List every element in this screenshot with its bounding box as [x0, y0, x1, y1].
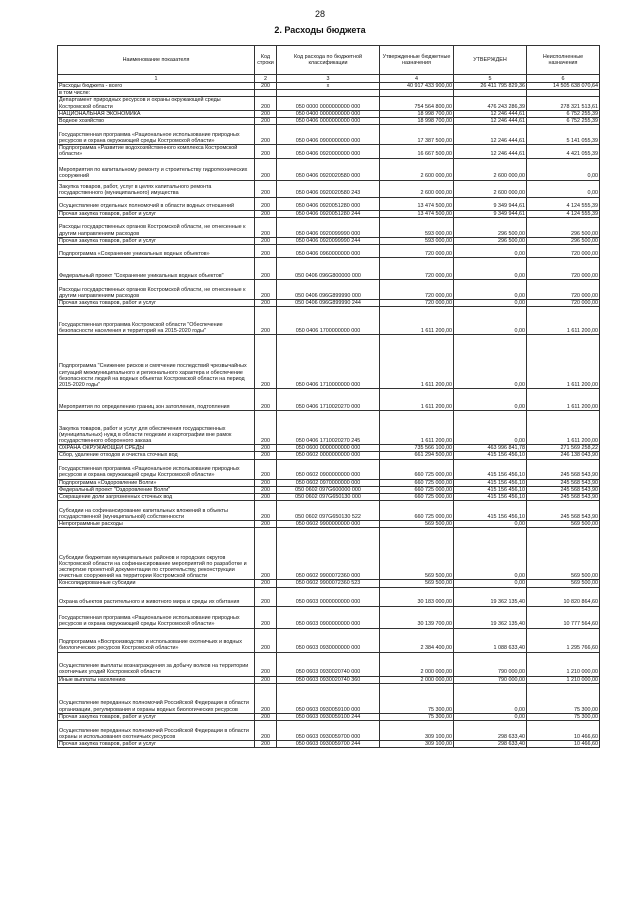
row-approved-cell: 1 611 200,00	[380, 411, 454, 445]
row-name-cell: Расходы государственных органов Костромской области, не отнесенные к другим направлениям расходов	[58, 217, 255, 237]
table-row	[58, 521, 600, 528]
row-executed-cell: 0,00	[454, 335, 527, 389]
row-approved-cell: 18 998 700,00	[380, 118, 454, 125]
row-class-code-cell: 050 0603 0900000000 000	[277, 606, 380, 628]
row-unexecuted-cell: 569 500,00	[527, 521, 600, 528]
row-executed-cell: 0,00	[454, 521, 527, 528]
table-row	[58, 528, 600, 580]
row-executed-cell: 415 156 456,10	[454, 486, 527, 493]
table-row	[58, 245, 600, 258]
row-class-code-cell: 050 0400 0000000000 000	[277, 110, 380, 117]
row-unexecuted-cell: 0,00	[527, 158, 600, 180]
row-class-code-cell: 050 0406 0920099990 244	[277, 237, 380, 244]
table-header-row	[58, 46, 600, 75]
row-line-code-cell: 200	[255, 683, 277, 713]
row-approved-cell: 661 294 500,00	[380, 452, 454, 459]
row-unexecuted-cell: 245 568 543,90	[527, 479, 600, 486]
row-executed-cell: 298 633,40	[454, 721, 527, 741]
row-line-code-cell: 200	[255, 307, 277, 335]
row-line-code-cell: 200	[255, 580, 277, 587]
table-row	[58, 237, 600, 244]
row-class-code-cell: 050 0406 1710020270 245	[277, 411, 380, 445]
row-class-code-cell: 050 0406 0900000000 000	[277, 125, 380, 145]
row-unexecuted-cell: 1 611 200,00	[527, 389, 600, 411]
row-approved-cell: 569 500,00	[380, 580, 454, 587]
row-unexecuted-cell: 10 466,60	[527, 721, 600, 741]
row-line-code-cell: 200	[255, 197, 277, 210]
row-name-cell: Подпрограмма «Развитие водохозяйственного комплекса Костромской области»	[58, 145, 255, 158]
column-number: 2	[255, 75, 277, 83]
row-unexecuted-cell: 246 138 043,90	[527, 452, 600, 459]
header-class-code: Код расхода по бюджетной классификации	[277, 46, 380, 75]
row-unexecuted-cell: 4 124 555,39	[527, 210, 600, 217]
row-executed-cell: 0,00	[454, 713, 527, 720]
row-class-code-cell: х	[277, 83, 380, 90]
row-approved-cell: 593 000,00	[380, 237, 454, 244]
row-executed-cell: 415 156 456,10	[454, 452, 527, 459]
row-unexecuted-cell: 4 421 055,39	[527, 145, 600, 158]
row-class-code-cell: 050 0603 0930059700 244	[277, 741, 380, 748]
row-class-code-cell: 050 0406 1710000000 000	[277, 335, 380, 389]
row-approved-cell: 2 384 400,00	[380, 628, 454, 652]
row-approved-cell: 720 000,00	[380, 258, 454, 280]
row-name-cell: Водное хозяйство	[58, 118, 255, 125]
row-class-code-cell: 050 0406 0960000000 000	[277, 245, 380, 258]
row-line-code-cell: 200	[255, 721, 277, 741]
row-class-code-cell: 050 0406 0000000000 000	[277, 118, 380, 125]
column-number: 3	[277, 75, 380, 83]
table-row	[58, 606, 600, 628]
table-row	[58, 300, 600, 307]
row-executed-cell: 12 246 444,61	[454, 110, 527, 117]
table-row	[58, 97, 600, 110]
row-approved-cell: 309 100,00	[380, 721, 454, 741]
table-row	[58, 587, 600, 606]
row-approved-cell: 2 000 000,00	[380, 652, 454, 676]
row-unexecuted-cell: 1 611 200,00	[527, 335, 600, 389]
row-line-code-cell: 200	[255, 158, 277, 180]
row-unexecuted-cell: 245 568 543,90	[527, 501, 600, 521]
row-name-cell: Расходы бюджета - всего	[58, 83, 255, 90]
row-name-cell: Прочая закупка товаров, работ и услуг	[58, 210, 255, 217]
row-unexecuted-cell: 245 568 543,90	[527, 459, 600, 479]
row-line-code-cell: 200	[255, 521, 277, 528]
table-row	[58, 683, 600, 713]
row-unexecuted-cell: 245 568 543,90	[527, 494, 600, 501]
row-executed-cell: 0,00	[454, 528, 527, 580]
row-line-code-cell: 200	[255, 452, 277, 459]
table-row	[58, 210, 600, 217]
row-executed-cell: 0,00	[454, 411, 527, 445]
table-row	[58, 580, 600, 587]
row-unexecuted-cell: 720 000,00	[527, 245, 600, 258]
page-number: 28	[314, 9, 325, 19]
row-line-code-cell: 200	[255, 110, 277, 117]
table-row	[58, 721, 600, 741]
row-line-code-cell: 200	[255, 628, 277, 652]
row-executed-cell: 26 411 795 829,36	[454, 83, 527, 90]
table-row	[58, 652, 600, 676]
row-name-cell: Федеральный проект "Оздоровление Волги"	[58, 486, 255, 493]
row-line-code-cell: 200	[255, 676, 277, 683]
table-row	[58, 145, 600, 158]
row-name-cell: Осуществление переданных полномочий Российской Федерации в области организации, регулирования и охраны водных биологических ресурсов	[58, 683, 255, 713]
table-row	[58, 713, 600, 720]
row-approved-cell: 1 611 200,00	[380, 335, 454, 389]
row-class-code-cell: 050 0602 097G650130 522	[277, 501, 380, 521]
page-title: 2. Расходы бюджета	[274, 25, 366, 35]
row-unexecuted-cell: 4 124 555,39	[527, 197, 600, 210]
row-name-cell: Расходы государственных органов Костромской области, не отнесенные к другим направлениям расходов	[58, 280, 255, 300]
row-executed-cell: 12 246 444,61	[454, 125, 527, 145]
row-unexecuted-cell: 14 505 638 070,64	[527, 83, 600, 90]
row-name-cell: Закупка товаров, работ, услуг в целях капитального ремонта государственного (муниципального) имущества	[58, 180, 255, 197]
row-approved-cell: 720 000,00	[380, 245, 454, 258]
row-name-cell: Сбор, удаление отходов и очистка сточных вод	[58, 452, 255, 459]
row-approved-cell: 18 998 700,00	[380, 110, 454, 117]
row-name-cell: Мероприятия по определению границ зон затопления, подтопления	[58, 389, 255, 411]
row-approved-cell: 30 139 700,00	[380, 606, 454, 628]
row-approved-cell: 13 474 500,00	[380, 210, 454, 217]
row-class-code-cell: 050 0406 0920020580 243	[277, 180, 380, 197]
row-executed-cell: 415 156 456,10	[454, 479, 527, 486]
row-class-code-cell: 050 0602 097G600000 000	[277, 486, 380, 493]
row-executed-cell: 2 600 000,00	[454, 180, 527, 197]
row-approved-cell	[380, 90, 454, 97]
row-executed-cell: 2 600 000,00	[454, 158, 527, 180]
row-name-cell: Прочая закупка товаров, работ и услуг	[58, 713, 255, 720]
row-executed-cell: 9 349 944,61	[454, 197, 527, 210]
row-approved-cell: 735 566 100,00	[380, 445, 454, 452]
row-executed-cell: 296 500,00	[454, 237, 527, 244]
row-unexecuted-cell: 569 500,00	[527, 528, 600, 580]
row-unexecuted-cell: 10 466,60	[527, 741, 600, 748]
row-unexecuted-cell: 296 500,00	[527, 237, 600, 244]
row-name-cell: Осуществление отдельных полномочий в области водных отношений	[58, 197, 255, 210]
row-approved-cell: 569 500,00	[380, 521, 454, 528]
row-class-code-cell: 050 0602 0970000000 000	[277, 479, 380, 486]
table-row	[58, 452, 600, 459]
budget-expenses-table	[57, 45, 600, 748]
row-name-cell: Субсидии на софинансирование капитальных вложений в объекты государственной (муниципальной) собственности	[58, 501, 255, 521]
row-unexecuted-cell: 75 300,00	[527, 713, 600, 720]
table-row	[58, 307, 600, 335]
row-executed-cell: 19 362 135,40	[454, 587, 527, 606]
table-row	[58, 90, 600, 97]
table-row	[58, 258, 600, 280]
row-approved-cell: 17 387 500,00	[380, 125, 454, 145]
table-row	[58, 411, 600, 445]
row-executed-cell	[454, 90, 527, 97]
row-name-cell: Консолидированные субсидии	[58, 580, 255, 587]
row-line-code-cell: 200	[255, 587, 277, 606]
row-name-cell: Непрограммные расходы	[58, 521, 255, 528]
row-unexecuted-cell: 10 777 564,60	[527, 606, 600, 628]
row-name-cell: Федеральный проект "Сохранение уникальных водных объектов"	[58, 258, 255, 280]
row-name-cell: Закупка товаров, работ и услуг для обеспечения государственных (муниципальных) нужд в области геодезии и картографии вне рамок государственного оборонного заказа	[58, 411, 255, 445]
table-row	[58, 335, 600, 389]
row-line-code-cell: 200	[255, 118, 277, 125]
row-line-code-cell: 200	[255, 445, 277, 452]
table-row	[58, 280, 600, 300]
table-row	[58, 158, 600, 180]
row-name-cell: НАЦИОНАЛЬНАЯ ЭКОНОМИКА	[58, 110, 255, 117]
column-number: 4	[380, 75, 454, 83]
row-approved-cell: 16 667 500,00	[380, 145, 454, 158]
row-unexecuted-cell: 75 300,00	[527, 683, 600, 713]
row-unexecuted-cell: 0,00	[527, 180, 600, 197]
table-row	[58, 83, 600, 90]
row-unexecuted-cell: 1 611 200,00	[527, 307, 600, 335]
table-row	[58, 494, 600, 501]
row-class-code-cell: 050 0602 097G650130 000	[277, 494, 380, 501]
row-executed-cell: 0,00	[454, 258, 527, 280]
column-number: 1	[58, 75, 255, 83]
row-name-cell: Государственная программа «Рациональное использование природных ресурсов и охрана окружающей среды Костромской области»	[58, 606, 255, 628]
row-name-cell: Охрана объектов растительного и животного мира и среды их обитания	[58, 587, 255, 606]
row-line-code-cell: 200	[255, 494, 277, 501]
row-executed-cell: 415 156 456,10	[454, 501, 527, 521]
header-line-code: Код строки	[255, 46, 277, 75]
row-class-code-cell: 050 0406 1700000000 000	[277, 307, 380, 335]
row-line-code-cell: 200	[255, 217, 277, 237]
row-line-code-cell: 200	[255, 528, 277, 580]
row-class-code-cell: 050 0602 9900072360 000	[277, 528, 380, 580]
row-unexecuted-cell: 720 000,00	[527, 258, 600, 280]
row-name-cell: Государственная программа «Рациональное использование природных ресурсов и охрана окружающей среды Костромской области»	[58, 125, 255, 145]
row-class-code-cell: 050 0406 096G899990 244	[277, 300, 380, 307]
row-approved-cell: 720 000,00	[380, 280, 454, 300]
row-unexecuted-cell	[527, 90, 600, 97]
row-executed-cell: 0,00	[454, 580, 527, 587]
header-approved: Утвержденные бюджетные назначения	[380, 46, 454, 75]
row-approved-cell: 309 100,00	[380, 741, 454, 748]
row-executed-cell: 12 246 444,61	[454, 118, 527, 125]
row-name-cell: Субсидии бюджетам муниципальных районов и городских округов Костромской области на софинансирование мероприятий по разработке и экспертизе проектной документации по строительству, реконструкции очистных сооружений на территории Костромской области	[58, 528, 255, 580]
row-approved-cell: 569 500,00	[380, 528, 454, 580]
row-line-code-cell: 200	[255, 501, 277, 521]
row-executed-cell: 790 000,00	[454, 676, 527, 683]
row-name-cell: Подпрограмма "Снижение рисков и смягчение последствий чрезвычайных ситуаций межмуниципального и регионального характера и обеспечение безопасности людей на водных объектах Костромской области на период 2015-2020 годы"	[58, 335, 255, 389]
table-body	[58, 83, 600, 748]
row-name-cell: Иные выплаты населению	[58, 676, 255, 683]
row-unexecuted-cell: 245 568 543,90	[527, 486, 600, 493]
row-line-code-cell: 200	[255, 411, 277, 445]
row-approved-cell: 75 300,00	[380, 713, 454, 720]
row-class-code-cell: 050 0603 0930000000 000	[277, 628, 380, 652]
row-name-cell: Сокращение доли загрязненных сточных вод	[58, 494, 255, 501]
row-class-code-cell	[277, 90, 380, 97]
row-line-code-cell: 200	[255, 237, 277, 244]
row-line-code-cell: 200	[255, 245, 277, 258]
row-approved-cell: 660 725 000,00	[380, 501, 454, 521]
row-line-code-cell	[255, 90, 277, 97]
row-line-code-cell: 200	[255, 335, 277, 389]
table-row	[58, 628, 600, 652]
row-unexecuted-cell: 271 569 258,22	[527, 445, 600, 452]
row-line-code-cell: 200	[255, 258, 277, 280]
row-approved-cell: 660 725 000,00	[380, 486, 454, 493]
row-unexecuted-cell: 6 752 255,39	[527, 110, 600, 117]
row-executed-cell: 0,00	[454, 683, 527, 713]
table-row	[58, 459, 600, 479]
row-unexecuted-cell: 720 000,00	[527, 280, 600, 300]
row-class-code-cell: 050 0602 9900000000 000	[277, 521, 380, 528]
row-unexecuted-cell: 720 000,00	[527, 300, 600, 307]
row-approved-cell: 75 300,00	[380, 683, 454, 713]
row-executed-cell: 0,00	[454, 389, 527, 411]
row-class-code-cell: 050 0406 096G899990 000	[277, 280, 380, 300]
row-class-code-cell: 050 0406 1710020270 000	[277, 389, 380, 411]
row-class-code-cell: 050 0406 0920051280 244	[277, 210, 380, 217]
row-executed-cell: 0,00	[454, 307, 527, 335]
row-line-code-cell: 200	[255, 741, 277, 748]
row-line-code-cell: 200	[255, 300, 277, 307]
header-name: Наименование показателя	[58, 46, 255, 75]
row-line-code-cell: 200	[255, 97, 277, 110]
row-line-code-cell: 200	[255, 606, 277, 628]
row-line-code-cell: 200	[255, 180, 277, 197]
row-executed-cell: 463 996 841,78	[454, 445, 527, 452]
row-executed-cell: 415 156 456,10	[454, 494, 527, 501]
row-executed-cell: 9 349 944,61	[454, 210, 527, 217]
row-unexecuted-cell: 6 752 255,39	[527, 118, 600, 125]
row-unexecuted-cell: 1 210 000,00	[527, 676, 600, 683]
row-unexecuted-cell: 296 500,00	[527, 217, 600, 237]
row-approved-cell: 660 725 000,00	[380, 459, 454, 479]
row-name-cell: Государственная программа Костромской области "Обеспечение безопасности населения и территорий на 2015-2020 годы"	[58, 307, 255, 335]
row-approved-cell: 593 000,00	[380, 217, 454, 237]
row-class-code-cell: 050 0600 0000000000 000	[277, 445, 380, 452]
row-class-code-cell: 050 0406 0920099990 000	[277, 217, 380, 237]
table-row	[58, 217, 600, 237]
row-executed-cell: 296 500,00	[454, 217, 527, 237]
column-number: 5	[454, 75, 527, 83]
row-executed-cell: 12 246 444,61	[454, 145, 527, 158]
row-name-cell: Прочая закупка товаров, работ и услуг	[58, 300, 255, 307]
row-name-cell: Мероприятия по капитальному ремонту и строительству гидротехнических сооружений	[58, 158, 255, 180]
row-name-cell: Прочая закупка товаров, работ и услуг	[58, 741, 255, 748]
row-class-code-cell: 050 0406 0920000000 000	[277, 145, 380, 158]
row-unexecuted-cell: 278 321 513,61	[527, 97, 600, 110]
row-approved-cell: 40 917 433 900,00	[380, 83, 454, 90]
row-unexecuted-cell: 5 141 055,39	[527, 125, 600, 145]
row-unexecuted-cell: 10 820 864,60	[527, 587, 600, 606]
row-approved-cell: 2 600 000,00	[380, 158, 454, 180]
header-unexecuted: Неисполненные назначения	[527, 46, 600, 75]
table-row	[58, 110, 600, 117]
row-name-cell: Подпрограмма «Воспроизводство и использование охотничьих и водных биологических ресурсов Костромской области»	[58, 628, 255, 652]
column-number: 6	[527, 75, 600, 83]
table-row	[58, 676, 600, 683]
table-row	[58, 501, 600, 521]
row-approved-cell: 1 611 200,00	[380, 389, 454, 411]
row-class-code-cell: 050 0603 0000000000 000	[277, 587, 380, 606]
header-executed: УТВЕРЖДЕН	[454, 46, 527, 75]
row-approved-cell: 660 725 000,00	[380, 494, 454, 501]
table-row	[58, 445, 600, 452]
row-line-code-cell: 200	[255, 280, 277, 300]
row-name-cell: в том числе:	[58, 90, 255, 97]
table-row	[58, 125, 600, 145]
row-executed-cell: 19 362 135,40	[454, 606, 527, 628]
row-class-code-cell: 050 0406 0920020580 000	[277, 158, 380, 180]
row-executed-cell: 0,00	[454, 300, 527, 307]
table-row	[58, 118, 600, 125]
row-line-code-cell: 200	[255, 652, 277, 676]
row-executed-cell: 298 633,40	[454, 741, 527, 748]
row-name-cell: Осуществление переданных полномочий Российской Федерации в области охраны и использования охотничьих ресурсов	[58, 721, 255, 741]
row-approved-cell: 13 474 500,00	[380, 197, 454, 210]
row-class-code-cell: 050 0603 0930020740 360	[277, 676, 380, 683]
row-name-cell: Подпрограмма «Сохранение уникальных водных объектов»	[58, 245, 255, 258]
row-line-code-cell: 200	[255, 713, 277, 720]
row-line-code-cell: 200	[255, 389, 277, 411]
row-class-code-cell: 050 0406 0920051280 000	[277, 197, 380, 210]
row-unexecuted-cell: 1 611 200,00	[527, 411, 600, 445]
row-class-code-cell: 050 0602 0000000000 000	[277, 452, 380, 459]
row-class-code-cell: 050 0602 9900072360 523	[277, 580, 380, 587]
row-executed-cell: 0,00	[454, 245, 527, 258]
row-class-code-cell: 050 0603 0930059100 000	[277, 683, 380, 713]
row-line-code-cell: 200	[255, 83, 277, 90]
row-approved-cell: 1 611 200,00	[380, 307, 454, 335]
table-row	[58, 389, 600, 411]
row-executed-cell: 476 243 286,39	[454, 97, 527, 110]
row-class-code-cell: 050 0000 0000000000 000	[277, 97, 380, 110]
row-unexecuted-cell: 1 210 000,00	[527, 652, 600, 676]
row-name-cell: ОХРАНА ОКРУЖАЮЩЕЙ СРЕДЫ	[58, 445, 255, 452]
row-class-code-cell: 050 0406 096G800000 000	[277, 258, 380, 280]
column-numbers-row	[58, 75, 600, 83]
row-approved-cell: 720 000,00	[380, 300, 454, 307]
row-unexecuted-cell: 569 500,00	[527, 580, 600, 587]
row-executed-cell: 0,00	[454, 280, 527, 300]
row-name-cell: Прочая закупка товаров, работ и услуг	[58, 237, 255, 244]
row-approved-cell: 660 725 000,00	[380, 479, 454, 486]
row-executed-cell: 415 156 456,10	[454, 459, 527, 479]
row-line-code-cell: 200	[255, 125, 277, 145]
row-line-code-cell: 200	[255, 486, 277, 493]
table-row	[58, 180, 600, 197]
row-approved-cell: 30 183 000,00	[380, 587, 454, 606]
row-line-code-cell: 200	[255, 479, 277, 486]
table-row	[58, 479, 600, 486]
row-name-cell: Осуществление выплаты вознаграждения за добычу волков на территории охотничьих угодий Костромской области	[58, 652, 255, 676]
row-approved-cell: 2 600 000,00	[380, 180, 454, 197]
row-name-cell: Государственная программа «Рациональное использование природных ресурсов и охрана окружающей среды Костромской области»	[58, 459, 255, 479]
row-line-code-cell: 200	[255, 145, 277, 158]
row-approved-cell: 2 000 000,00	[380, 676, 454, 683]
row-name-cell: Департамент природных ресурсов и охраны окружающей среды Костромской области	[58, 97, 255, 110]
row-unexecuted-cell: 1 295 766,60	[527, 628, 600, 652]
row-class-code-cell: 050 0602 0900000000 000	[277, 459, 380, 479]
row-class-code-cell: 050 0603 0930059700 000	[277, 721, 380, 741]
row-executed-cell: 790 000,00	[454, 652, 527, 676]
table-row	[58, 741, 600, 748]
table-row	[58, 486, 600, 493]
row-line-code-cell: 200	[255, 459, 277, 479]
row-executed-cell: 1 088 633,40	[454, 628, 527, 652]
row-line-code-cell: 200	[255, 210, 277, 217]
row-class-code-cell: 050 0603 0930020740 000	[277, 652, 380, 676]
row-approved-cell: 754 564 800,00	[380, 97, 454, 110]
row-name-cell: Подпрограмма «Оздоровление Волги»	[58, 479, 255, 486]
table-row	[58, 197, 600, 210]
row-class-code-cell: 050 0603 0930059100 244	[277, 713, 380, 720]
